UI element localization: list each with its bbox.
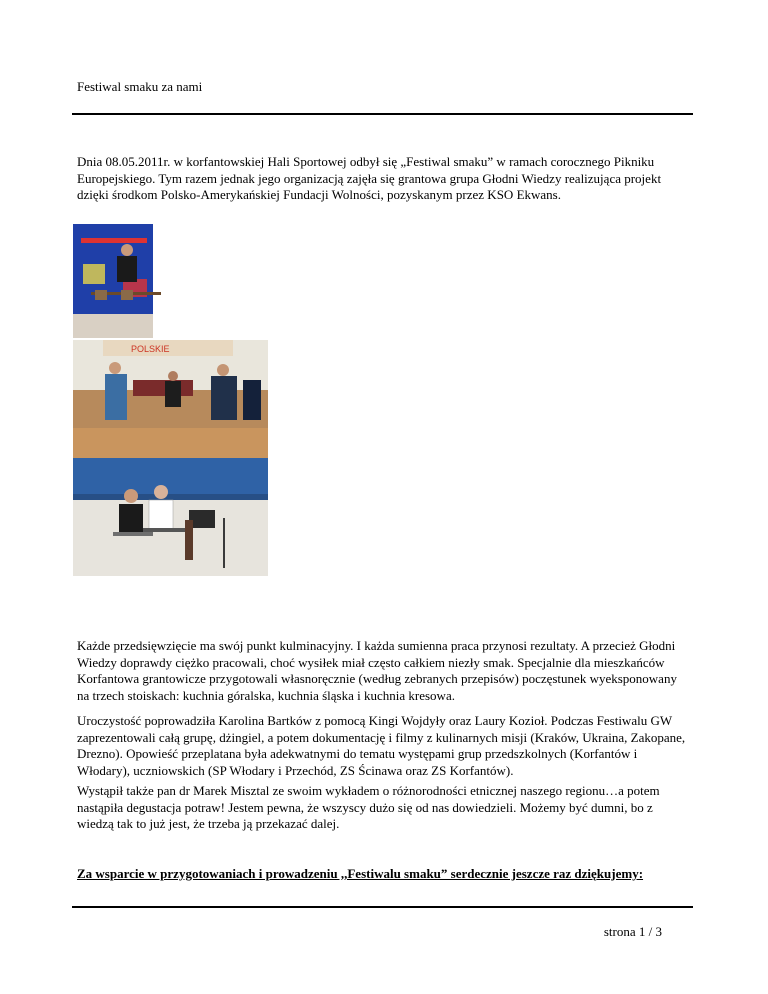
page-number: strona 1 / 3: [603, 924, 662, 939]
photo-presenter-at-stage: [73, 224, 268, 338]
photo-guests-seated: [73, 458, 268, 576]
header-rule: [72, 113, 693, 115]
thanks-heading: Za wsparcie w przygotowaniach i prowadzeniu ,,Festiwalu smaku” serdecznie jeszcze raz dziękujemy:: [77, 866, 644, 881]
intro-paragraph: Dnia 08.05.2011r. w korfantowskiej Hali Sportowej odbył się „Festiwal smaku” w ramach corocznego Pikniku Europejskiego. Tym razem jednak jego organizacją zajęła się grantowa grupa Głodni Wiedzy realizująca projekt dzięki środkom Polsko-Amerykańskiej Fundacji Wolności, pozyskanym przez KSO Ekwans.: [77, 154, 662, 202]
paragraph-3: Wystąpił także pan dr Marek Misztal ze swoim wykładem o różnorodności etnicznej naszego regionu…a potem nastąpiła degustacja potraw! Jestem pewna, że wszyscy dużo się od nas dowiedzieli. Możemy być dumni, bo z wiedzą tak to już jest, że trzeba ją przekazać dalej.: [77, 783, 660, 831]
photo-students-stand: [73, 340, 268, 458]
paragraph-2: Uroczystość poprowadziła Karolina Bartków z pomocą Kingi Wojdyły oraz Laury Kozioł. Podczas Festiwalu GW zaprezentowali całą grupę, dżingiel, a potem dokumentację i filmy z kulinarnych misji (Kraków, Ukraina, Zakopane, Drezno). Opowieść przeplatana była adekwatnymi do tematu występami grup przedszkolnych (Korfantów i Włodary), uczniowskich (SP Włodary i Przechód, ZS Ścinawa oraz ZS Korfantów).: [77, 713, 686, 778]
banner-text: POLSKIE: [131, 344, 170, 354]
document-title: Festiwal smaku za nami: [77, 79, 203, 94]
paragraph-1: Każde przedsięwzięcie ma swój punkt kulminacyjny. I każda sumienna praca przynosi rezultaty. A przecież Głodni Wiedzy doprawdy ciężko pracowali, choć wysiłek miał często całkiem niezły smak. Specjalnie dla mieszkańców Korfantowa grantowicze przygotowali własnoręcznie (według zebranych przepisów) poczęstunek wyeksponowany na trzech stoiskach: kuchnia góralska, kuchnia śląska i kuchnia kresowa.: [77, 638, 677, 703]
footer-rule: [72, 906, 693, 908]
